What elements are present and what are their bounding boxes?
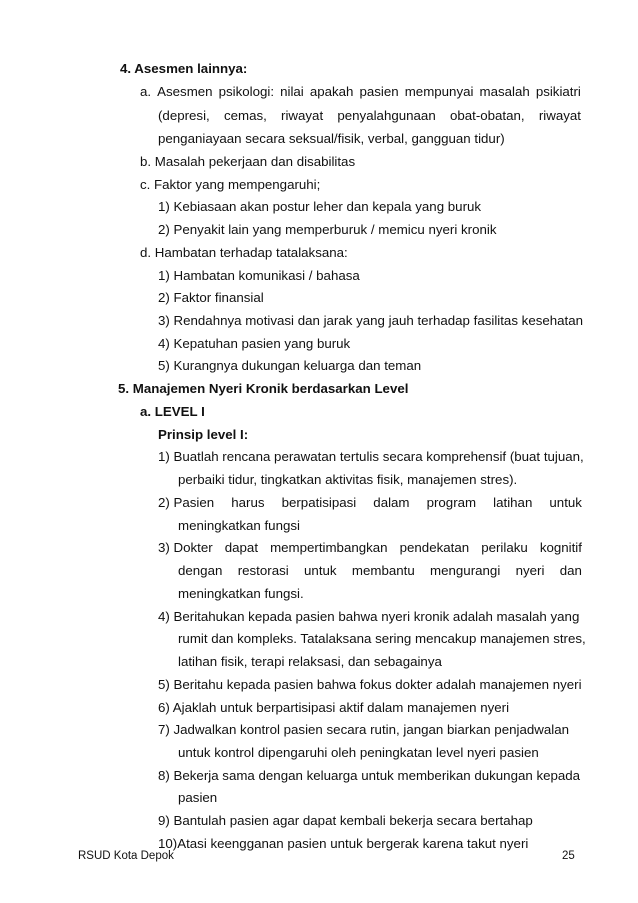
word: masalah	[479, 84, 530, 99]
level-1-heading: a. LEVEL I	[140, 404, 205, 419]
item-4a-line2	[158, 108, 581, 124]
word: (depresi,	[158, 108, 210, 123]
principle-7-line2: untuk kontrol dipengaruhi oleh peningkatan level nyeri pasien	[178, 745, 539, 760]
item-4c-1: 1) Kebiasaan akan postur leher dan kepala yang buruk	[158, 199, 482, 214]
word: apakah	[309, 84, 354, 99]
word: mempertimbangkan	[270, 540, 388, 555]
item-4a-line3: penganiayaan secara seksual/fisik, verbal, gangguan tidur)	[158, 131, 505, 146]
word: penyalahgunaan	[337, 108, 436, 123]
word: mengurangi	[430, 563, 501, 578]
word: kognitif	[539, 540, 582, 555]
word: dalam	[373, 495, 410, 510]
prinsip-level-1: Prinsip level I:	[158, 427, 249, 442]
word: untuk	[304, 563, 337, 578]
item-4d: d. Hambatan terhadap tatalaksana:	[140, 245, 348, 260]
word: cemas,	[223, 108, 267, 123]
principle-4-line1: 4) Beritahukan kepada pasien bahwa nyeri kronik adalah masalah yang	[158, 609, 580, 624]
principle-8-line1: 8) Bekerja sama dengan keluarga untuk memberikan dukungan kepada	[158, 768, 581, 783]
principle-3-line3: meningkatkan fungsi.	[178, 586, 304, 601]
word: untuk	[549, 495, 582, 510]
principle-2-line2: meningkatkan fungsi	[178, 518, 300, 533]
word: mempunyai	[404, 84, 474, 99]
item-4c: c. Faktor yang mempengaruhi;	[140, 177, 321, 192]
item-4b: b. Masalah pekerjaan dan disabilitas	[140, 154, 356, 169]
principle-9: 9) Bantulah pasien agar dapat kembali bekerja secara bertahap	[158, 813, 533, 828]
principle-7-line1: 7) Jadwalkan kontrol pasien secara rutin, jangan biarkan penjadwalan	[158, 722, 569, 737]
principle-1-line1: 1) Buatlah rencana perawatan tertulis secara komprehensif (buat tujuan,	[158, 449, 584, 464]
word: riwayat	[538, 108, 581, 123]
word: berpatisipasi	[281, 495, 357, 510]
word: membantu	[351, 563, 415, 578]
word: pasien	[359, 84, 399, 99]
word: psikologi:	[218, 84, 275, 99]
word: nilai	[280, 84, 304, 99]
word: riwayat	[281, 108, 324, 123]
word: restorasi	[237, 563, 289, 578]
item-4d-2: 2) Faktor finansial	[158, 290, 264, 305]
word: psikiatri	[535, 84, 581, 99]
word: latihan	[493, 495, 533, 510]
principle-4-line3: latihan fisik, terapi relaksasi, dan sebagainya	[178, 654, 442, 669]
section-5-heading: 5. Manajemen Nyeri Kronik berdasarkan Level	[118, 381, 409, 396]
word: obat-obatan,	[449, 108, 525, 123]
word: dapat	[224, 540, 259, 555]
word: perilaku	[481, 540, 528, 555]
item-4c-2: 2) Penyakit lain yang memperburuk / memicu nyeri kronik	[158, 222, 497, 237]
principle-5: 5) Beritahu kepada pasien bahwa fokus dokter adalah manajemen nyeri	[158, 677, 582, 692]
word: harus	[231, 495, 265, 510]
item-4d-3: 3) Rendahnya motivasi dan jarak yang jauh terhadap fasilitas kesehatan	[158, 313, 584, 328]
word: nyeri	[515, 563, 545, 578]
word: dengan	[178, 563, 223, 578]
principle-10: 10)Atasi keengganan pasien untuk bergerak karena takut nyeri	[158, 836, 529, 851]
principle-3-line1	[158, 540, 582, 556]
item-4d-5: 5) Kurangnya dukungan keluarga dan teman	[158, 358, 422, 373]
principle-6: 6) Ajaklah untuk berpartisipasi aktif dalam manajemen nyeri	[158, 700, 510, 715]
word: a.	[140, 84, 152, 99]
item-4d-1: 1) Hambatan komunikasi / bahasa	[158, 268, 360, 283]
word: Asesmen	[157, 84, 213, 99]
footer-page-number: 25	[562, 850, 575, 862]
word: pendekatan	[399, 540, 470, 555]
word: 2) Pasien	[158, 495, 215, 510]
item-4a-line1	[140, 84, 581, 100]
principle-4-line2: rumit dan kompleks. Tatalaksana sering mencakup manajemen stres,	[178, 631, 586, 646]
principle-8-line2: pasien	[178, 790, 218, 805]
word: dan	[559, 563, 582, 578]
footer-institution: RSUD Kota Depok	[78, 850, 174, 862]
principle-2-line1	[158, 495, 582, 511]
word: program	[426, 495, 477, 510]
item-4d-4: 4) Kepatuhan pasien yang buruk	[158, 336, 351, 351]
word: 3) Dokter	[158, 540, 213, 555]
principle-1-line2: perbaiki tidur, tingkatkan aktivitas fisik, manajemen stres).	[178, 472, 518, 487]
section-4-heading: 4. Asesmen lainnya:	[120, 61, 248, 76]
principle-3-line2	[178, 563, 582, 579]
